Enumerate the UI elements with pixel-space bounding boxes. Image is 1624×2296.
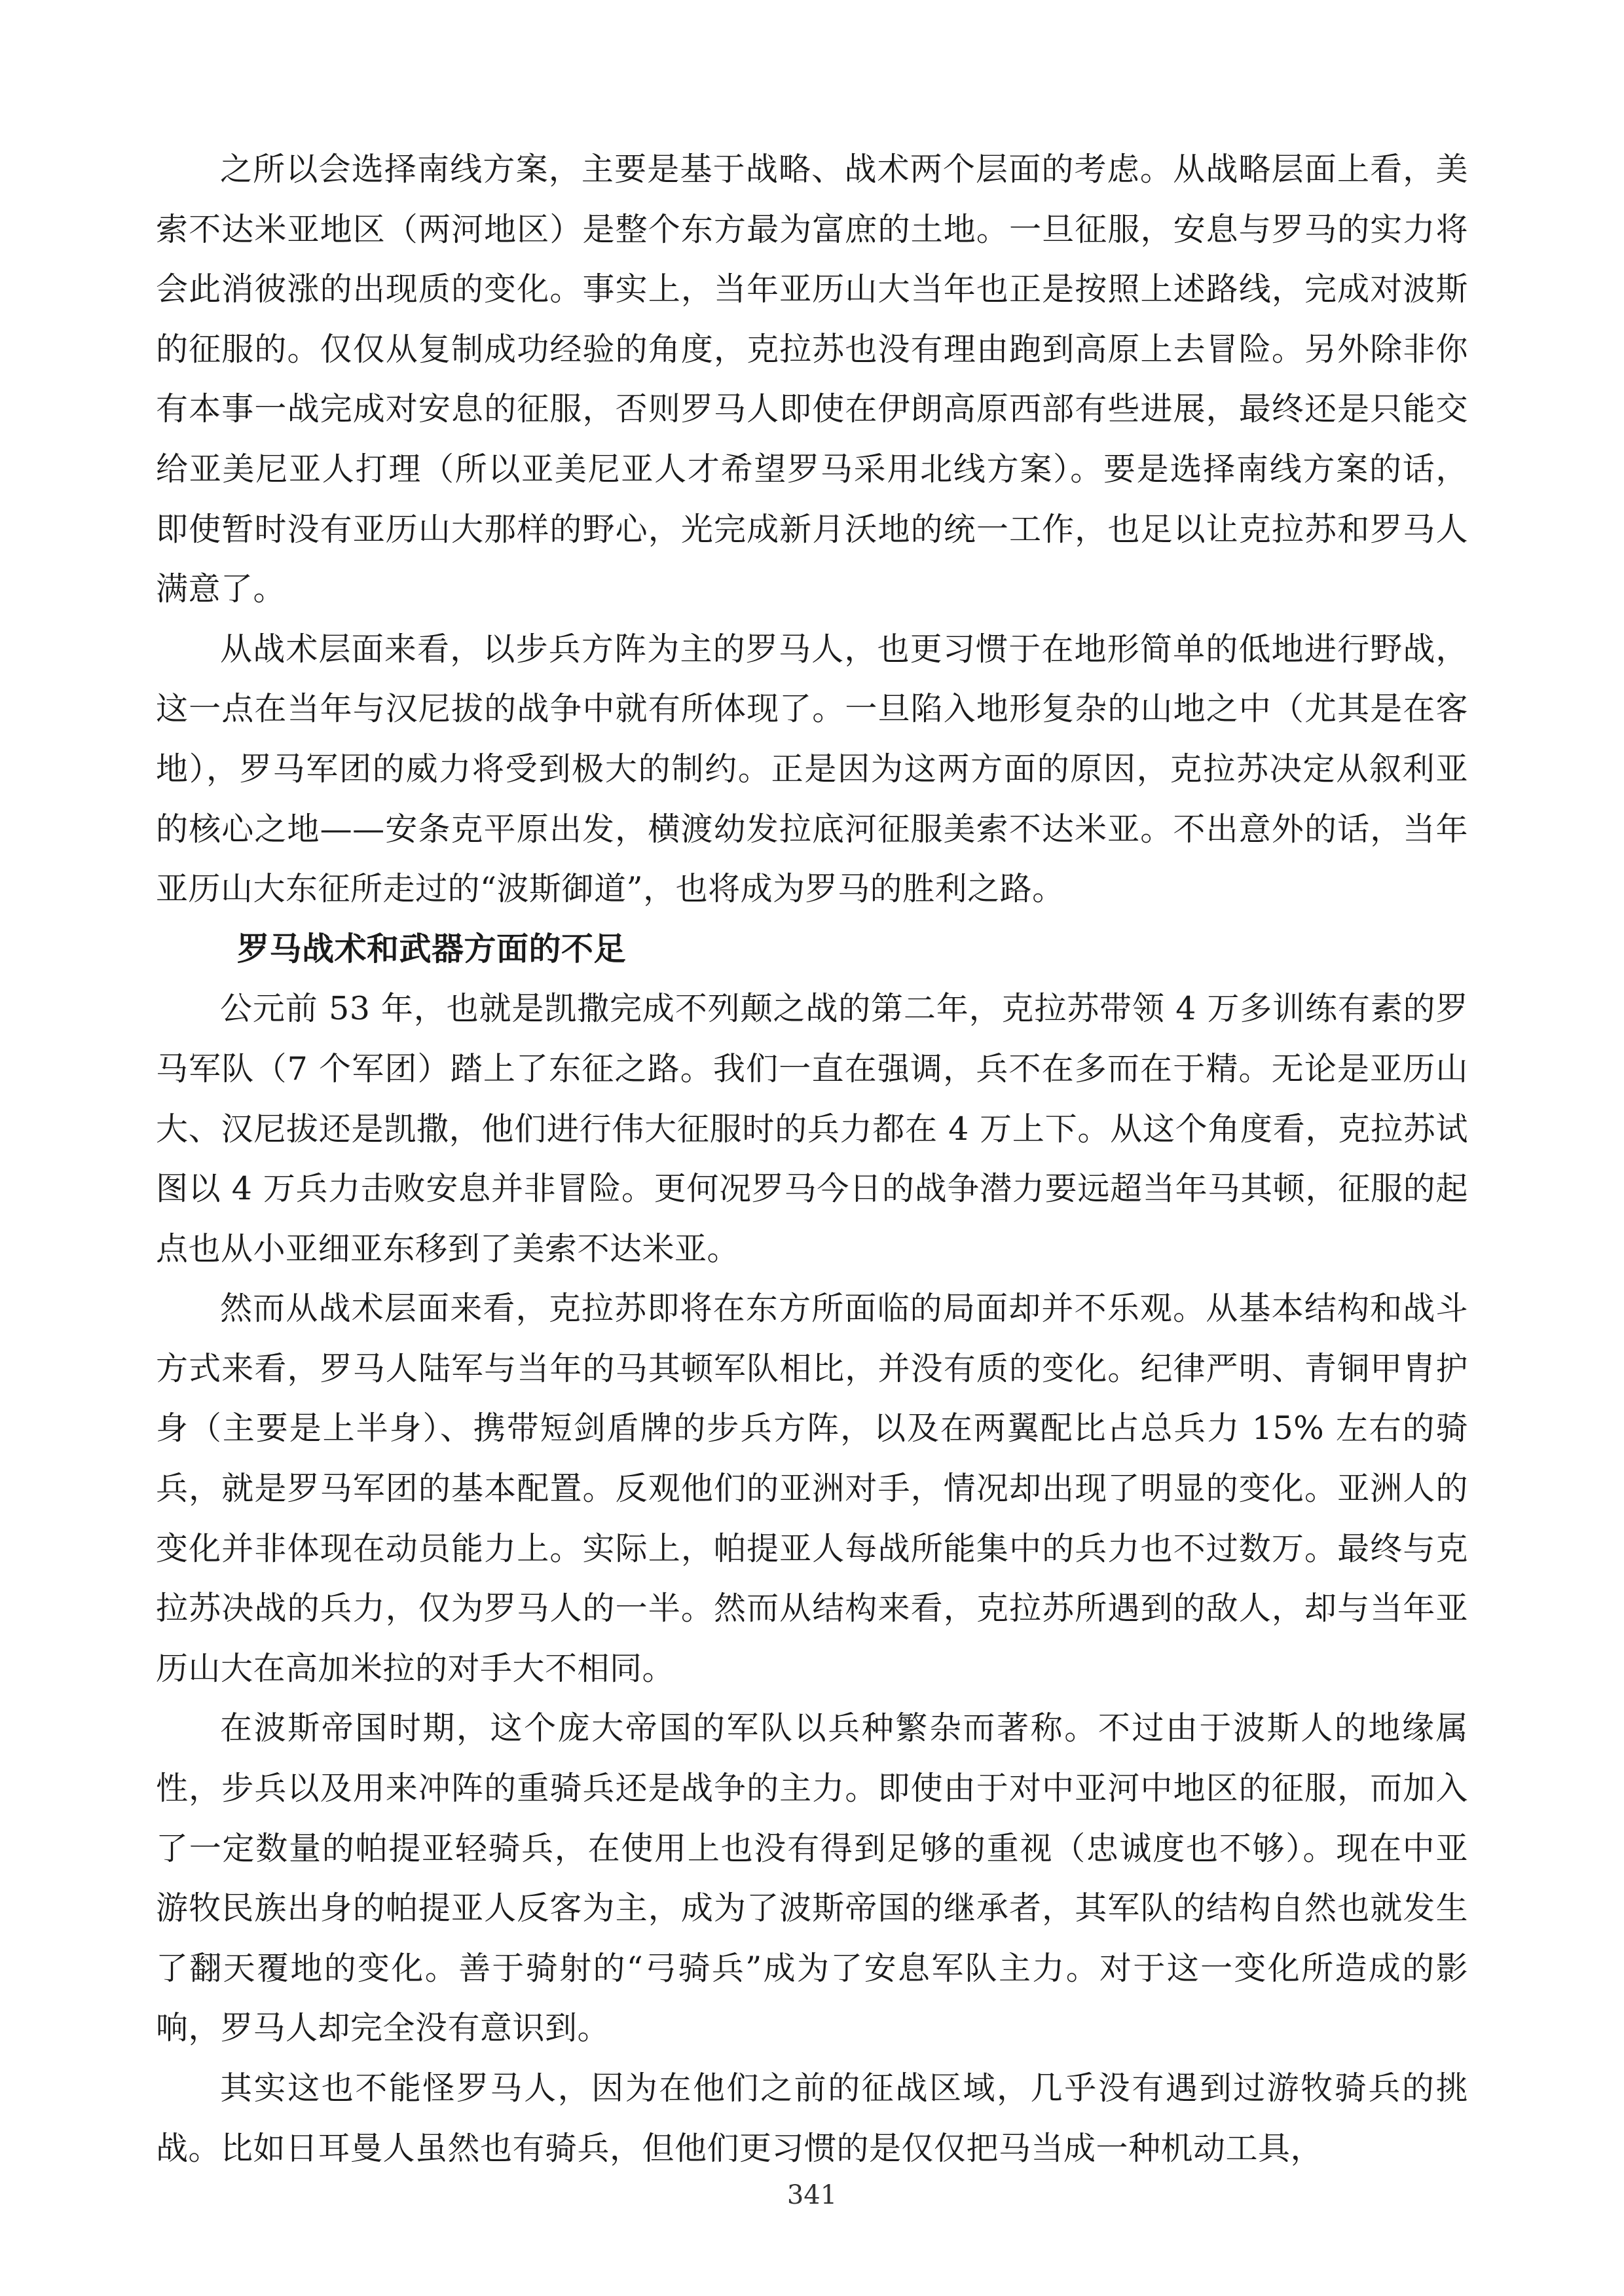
paragraph: 公元前 53 年，也就是凯撒完成不列颠之战的第二年，克拉苏带领 4 万多训练有素的罗马军队（7 个军团）踏上了东征之路。我们一直在强调，兵不在多而在于精。无论是亚历山大、汉尼拔还是凯撒，他们进行伟大征服时的兵力都在 4 万上下。从这个角度看，克拉苏试图以 4 万兵力击败安息并非冒险。更何况罗马今日的战争潜力要远超当年马其顿，征服的起点也从小亚细亚东移到了美索不达米亚。	[156, 990, 1468, 1267]
paragraph: 然而从战术层面来看，克拉苏即将在东方所面临的局面却并不乐观。从基本结构和战斗方式来看，罗马人陆军与当年的马其顿军队相比，并没有质的变化。纪律严明、青铜甲胄护身（主要是上半身）、携带短剑盾牌的步兵方阵，以及在两翼配比占总兵力 15% 左右的骑兵，就是罗马军团的基本配置。反观他们的亚洲对手，情况却出现了明显的变化。亚洲人的变化并非体现在动员能力上。实际上，帕提亚人每战所能集中的兵力也不过数万。最终与克拉苏决战的兵力，仅为罗马人的一半。然而从结构来看，克拉苏所遇到的敌人，却与当年亚历山大在高加米拉的对手大不相同。	[156, 1290, 1468, 1687]
paragraph: 其实这也不能怪罗马人，因为在他们之前的征战区域，几乎没有遇到过游牧骑兵的挑战。比如日耳曼人虽然也有骑兵，但他们更习惯的是仅仅把马当成一种机动工具，	[156, 2069, 1468, 2167]
paragraph: 从战术层面来看，以步兵方阵为主的罗马人，也更习惯于在地形简单的低地进行野战，这一点在当年与汉尼拔的战争中就有所体现了。一旦陷入地形复杂的山地之中（尤其是在客地），罗马军团的威力将受到极大的制约。正是因为这两方面的原因，克拉苏决定从叙利亚的核心之地——安条克平原出发，横渡幼发拉底河征服美索不达米亚。不出意外的话，当年亚历山大东征所走过的“波斯御道”，也将成为罗马的胜利之路。	[156, 630, 1468, 908]
body-text	[156, 139, 1468, 2178]
page-number: 341	[786, 2180, 838, 2210]
paragraph: 在波斯帝国时期，这个庞大帝国的军队以兵种繁杂而著称。不过由于波斯人的地缘属性，步兵以及用来冲阵的重骑兵还是战争的主力。即使由于对中亚河中地区的征服，而加入了一定数量的帕提亚轻骑兵，在使用上也没有得到足够的重视（忠诚度也不够）。现在中亚游牧民族出身的帕提亚人反客为主，成为了波斯帝国的继承者，其军队的结构自然也就发生了翻天覆地的变化。善于骑射的“弓骑兵”成为了安息军队主力。对于这一变化所造成的影响，罗马人却完全没有意识到。	[156, 1709, 1468, 2047]
paragraph: 之所以会选择南线方案，主要是基于战略、战术两个层面的考虑。从战略层面上看，美索不达米亚地区（两河地区）是整个东方最为富庶的土地。一旦征服，安息与罗马的实力将会此消彼涨的出现质的变化。事实上，当年亚历山大当年也正是按照上述路线，完成对波斯的征服的。仅仅从复制成功经验的角度，克拉苏也没有理由跑到高原上去冒险。另外除非你有本事一战完成对安息的征服，否则罗马人即使在伊朗高原西部有些进展，最终还是只能交给亚美尼亚人打理（所以亚美尼亚人才希望罗马采用北线方案）。要是选择南线方案的话，即使暂时没有亚历山大那样的野心，光完成新月沃地的统一工作，也足以让克拉苏和罗马人满意了。	[156, 151, 1468, 608]
section-heading: 罗马战术和武器方面的不足	[237, 930, 627, 968]
